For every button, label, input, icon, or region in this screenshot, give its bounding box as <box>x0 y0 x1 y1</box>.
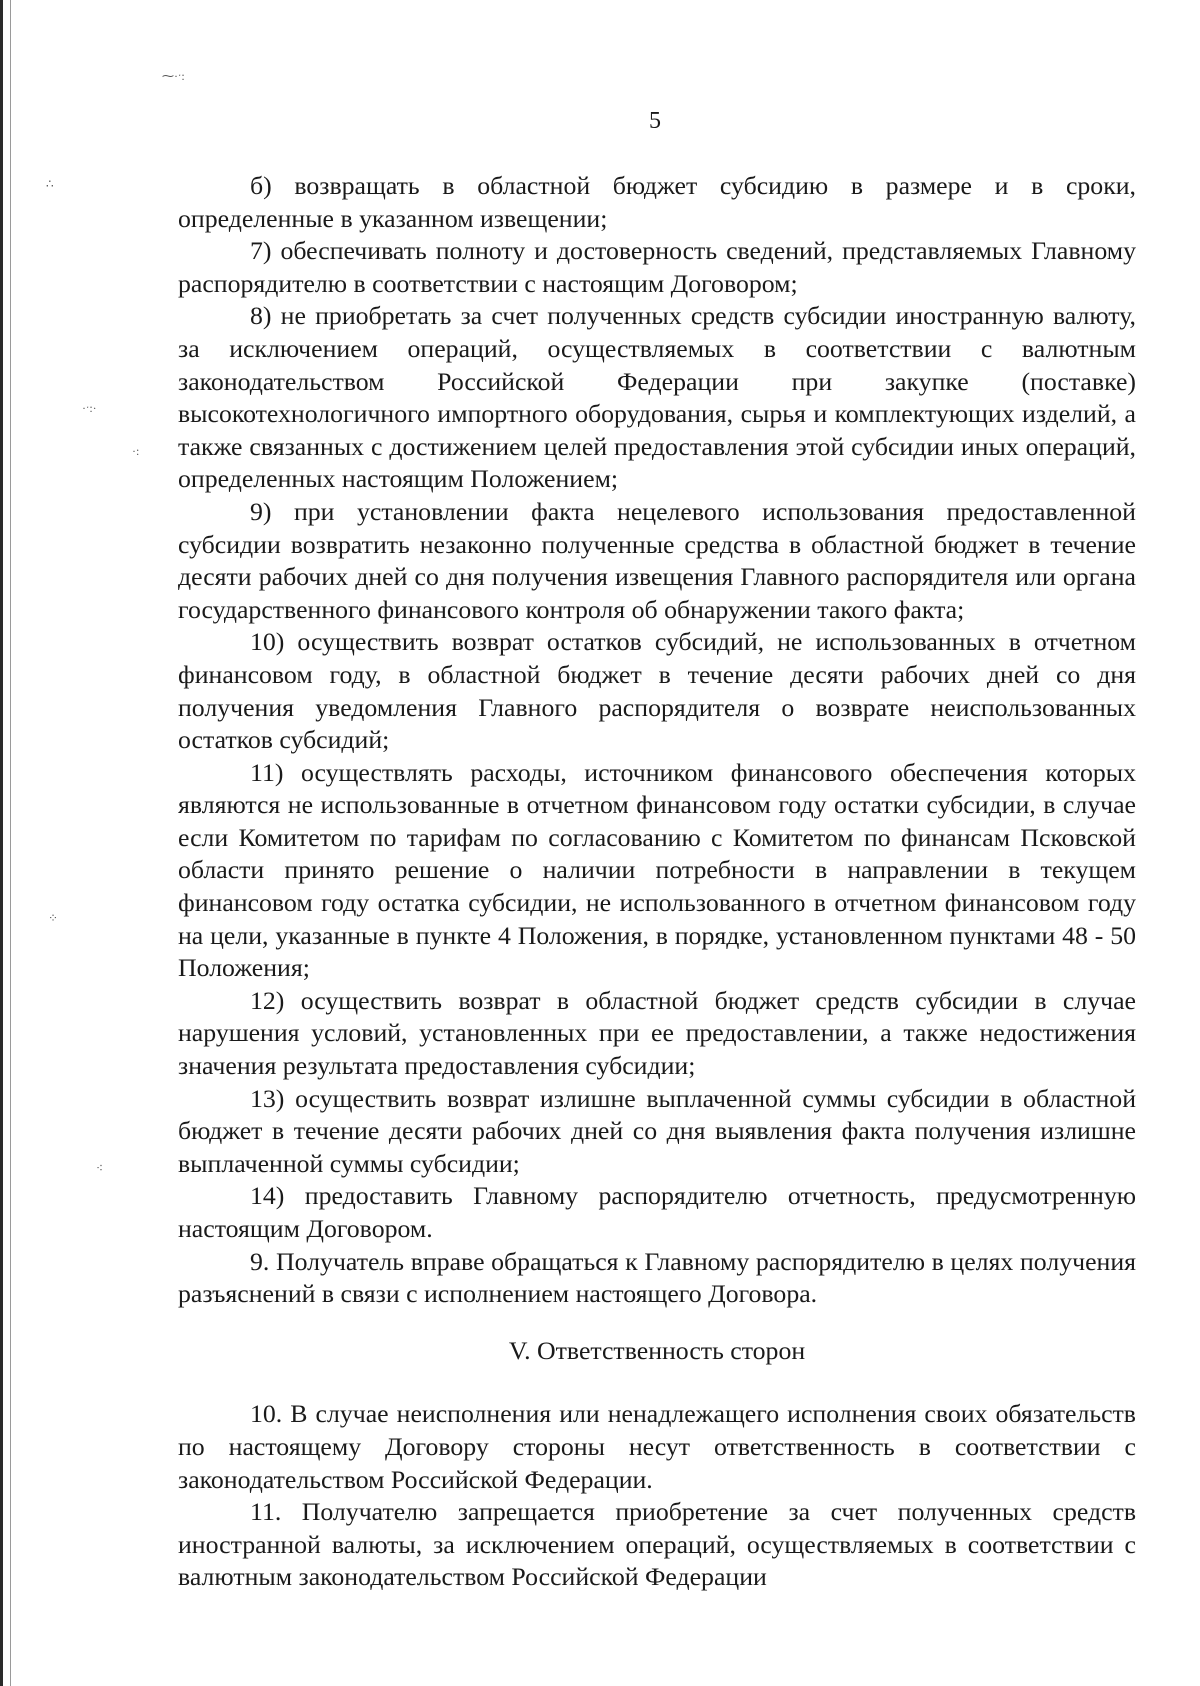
paragraph-item-11: 11) осуществлять расходы, источником финансового обеспечения которых являются не использованные в отчетном финансовом году остатки субсидии, в случае если Комитетом по тарифам по согласованию с Комитетом по финансам Псковской области принято решение о наличии потребности в направлении в текущем финансовом году остатка субсидии, не использованного в отчетном финансовом году на цели, указанные в пункте 4 Положения, в порядке, установленном пунктами 48 - 50 Положения; <box>178 757 1136 983</box>
paragraph-return-subsidy: б) возвращать в областной бюджет субсидию в размере и в сроки, определенные в указанном извещении; <box>178 171 1136 233</box>
scan-noise: ·: <box>132 444 140 458</box>
paragraph-item-7: 7) обеспечивать полноту и достоверность сведений, представляемых Главному распорядителю в соответствии с настоящим Договором; <box>178 236 1136 298</box>
section-heading: V. Ответственность сторон <box>508 1335 806 1365</box>
paragraph-clause-9: 9. Получатель вправе обращаться к Главному распорядителю в целях получения разъяснений в связи с исполнением настоящего Договора. <box>178 1246 1136 1309</box>
paragraph-item-9: 9) при установлении факта нецелевого использования предоставленной субсидии возвратить незаконно полученные средства в областной бюджет в течение десяти рабочих дней со дня получения извещения Главного распорядителя или органа государственного финансового контроля об обнаружении такого факта; <box>178 496 1136 624</box>
scan-left-border <box>0 0 3 1686</box>
page-number: 5 <box>649 108 661 134</box>
document-body <box>178 170 1136 1594</box>
paragraph-clause-11: 11. Получателю запрещается приобретение за счет полученных средств иностранной валюты, за исключением операций, осуществляемых в соответствии с валютным законодательством Российской Федерации <box>178 1497 1136 1592</box>
scan-noise: ⁖ <box>96 1161 104 1175</box>
paragraph-clause-10: 10. В случае неисполнения или ненадлежащего исполнения своих обязательств по настоящему Договору стороны несут ответственность в соответствии с законодательством Российской Федерации. <box>178 1399 1136 1494</box>
scan-noise: ·ˑ:· <box>82 401 97 415</box>
scan-left-border-shadow <box>10 0 11 1686</box>
paragraph-item-14: 14) предоставить Главному распорядителю отчетность, предусмотренную настоящим Договором. <box>178 1181 1136 1243</box>
paragraph-item-12: 12) осуществить возврат в областной бюджет средств субсидии в случае нарушения условий, установленных при ее предоставлении, а также недостижения значения результата предоставления субсидии; <box>178 985 1136 1081</box>
scan-noise: ∴ <box>46 177 54 191</box>
scan-noise: ⁘ <box>48 911 59 925</box>
scan-noise: ⁓·ˑ: <box>162 69 185 83</box>
paragraph-item-10: 10) осуществить возврат остатков субсидий, не использованных в отчетном финансовом году, в областной бюджет в течение десяти рабочих дней со дня получения уведомления Главного распорядителя о возврате неиспользованных остатков субсидий; <box>178 627 1136 755</box>
paragraph-item-13: 13) осуществить возврат излишне выплаченной суммы субсидии в областной бюджет в течение десяти рабочих дней со дня выявления факта получения излишне выплаченной суммы субсидии; <box>178 1083 1136 1178</box>
paragraph-item-8: 8) не приобретать за счет полученных средств субсидии иностранную валюту, за исключением операций, осуществляемых в соответствии с валютным законодательством Российской Федерации при закупке (поставке) высокотехнологичного импортного оборудования, сырья и комплектующих изделий, а также связанных с достижением целей предоставления этой субсидии иных операций, определенных настоящим Положением; <box>178 301 1136 494</box>
